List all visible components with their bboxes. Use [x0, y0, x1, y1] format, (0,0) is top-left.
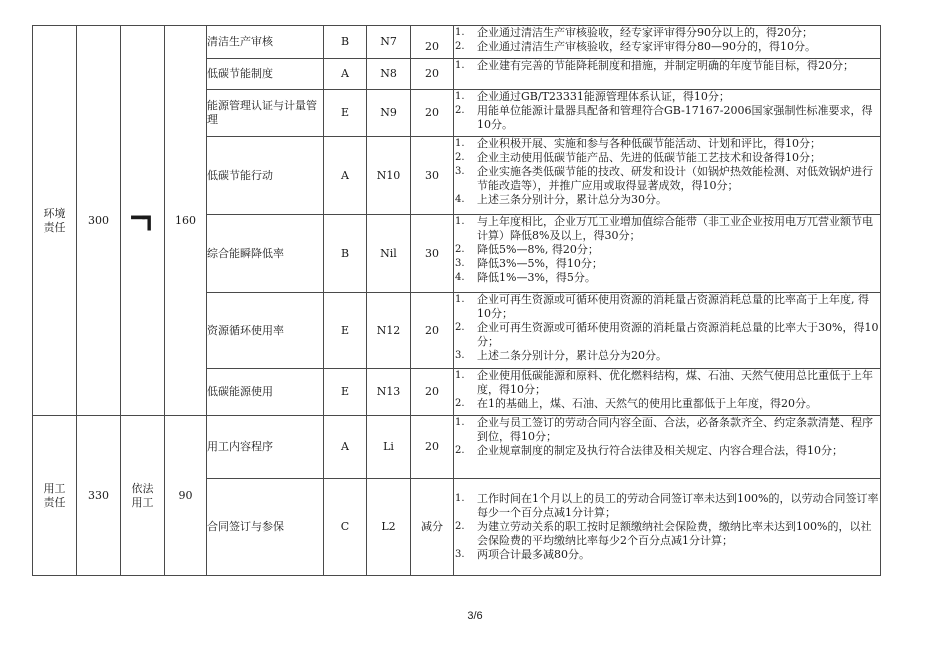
criteria-number: 3. [455, 549, 465, 560]
criteria-number: 2. [455, 398, 465, 409]
item-name-cell: 清洁生产审核 [207, 26, 324, 59]
criteria-number: 1. [455, 294, 465, 305]
criteria-text: 企业主动使用低碳节能产品、先进的低碳节能工艺技术和设备得10分； [477, 151, 821, 164]
item-name-cell: 资源循环使用率 [207, 293, 324, 369]
criteria-item [454, 416, 880, 444]
criteria-list [454, 293, 880, 363]
item-score-cell: 20 [411, 416, 454, 479]
criteria-text: 为建立劳动关系的职工按时足额缴纳社会保险费，缴纳比率未达到100%的，以社会保险费的平均缴纳比率每少2个百分点减1分计算； [477, 520, 872, 547]
criteria-item [454, 349, 880, 363]
criteria-item [454, 137, 880, 151]
criteria-cell [454, 137, 881, 215]
criteria-item [454, 40, 880, 54]
item-level-cell: C [324, 479, 367, 576]
item-code-cell: N10 [367, 137, 411, 215]
criteria-item [454, 26, 880, 40]
criteria-number: 1. [455, 417, 465, 428]
item-score: 20 [425, 40, 439, 53]
item-code-cell: N8 [367, 59, 411, 90]
criteria-item [454, 215, 880, 243]
criteria-item [454, 151, 880, 165]
criteria-cell [454, 479, 881, 576]
criteria-item [454, 193, 880, 207]
criteria-item [454, 104, 880, 132]
criteria-number: 2. [455, 445, 465, 456]
criteria-item [454, 369, 880, 397]
category-total-cell: 330 [77, 416, 121, 576]
item-level-cell: E [324, 293, 367, 369]
criteria-item [454, 492, 880, 520]
criteria-item [454, 90, 880, 104]
criteria-text: 两项合计最多减80分。 [477, 548, 590, 561]
item-score-cell: 20 [411, 90, 454, 137]
criteria-text: 与上年度相比，企业万兀工业增加值综合能带（非工业企业按用电万兀营业额节电计算）降低8%及以上，得30分； [477, 215, 873, 242]
criteria-number: 2. [455, 105, 465, 116]
criteria-list [454, 26, 880, 54]
criteria-item [454, 59, 880, 73]
criteria-text: 工作时间在1个月以上的员工的劳动合同签订率未达到100%的，以劳动合同签订率每少一个百分点减1分计算； [477, 492, 879, 519]
item-name-cell: 低碳节能制度 [207, 59, 324, 90]
item-score-cell: 20 [411, 293, 454, 369]
criteria-text: 企业可再生资源或可循环使用资源的消耗量占资源消耗总量的比率高于上年度, 得10分； [477, 293, 869, 320]
criteria-text: 企业实施各类低碳节能的技改、研发和设计（如锅炉热效能检测、对低效锅炉进行节能改造等），并推广应用或取得显著成效，得10分； [477, 165, 873, 192]
criteria-text: 企业通过清洁生产审核验收，经专家评审得分90分以上的，得20分； [477, 26, 813, 39]
criteria-list [454, 215, 880, 285]
item-level-cell: B [324, 26, 367, 59]
item-name-cell: 能源管理认证与计量管理 [207, 90, 324, 137]
item-score-cell: 20 [411, 59, 454, 90]
criteria-number: 3. [455, 258, 465, 269]
criteria-item [454, 321, 880, 349]
item-name-cell: 用工内容程序 [207, 416, 324, 479]
item-level-cell: A [324, 416, 367, 479]
criteria-cell [454, 26, 881, 59]
subcategory-mark: ━┓ [131, 206, 154, 231]
criteria-list [454, 416, 880, 458]
criteria-number: 2. [455, 521, 465, 532]
criteria-text: 企业可再生资源或可循环使用资源的消耗量占资源消耗总量的比率大于30%，得10分； [477, 321, 879, 348]
item-level-cell: B [324, 215, 367, 293]
criteria-text: 降低5%—8%, 得20分； [477, 243, 599, 256]
criteria-text: 企业使用低碳能源和原料、优化燃料结构，煤、石油、天然气使用总比重低于上年度，得10分； [477, 369, 873, 396]
criteria-cell [454, 59, 881, 90]
criteria-text: 上述三条分别计分，累计总分为30分。 [477, 193, 667, 206]
item-level-cell: A [324, 59, 367, 90]
criteria-item [454, 444, 880, 458]
criteria-number: 4. [455, 194, 465, 205]
criteria-list [454, 90, 880, 132]
category-cell: 环境 责任 [33, 26, 77, 416]
table-row [33, 416, 881, 479]
criteria-text: 上述二条分别计分，累计总分为20分。 [477, 349, 667, 362]
item-score-cell [411, 26, 454, 59]
category-total-cell: 300 [77, 26, 121, 416]
criteria-number: 2. [455, 152, 465, 163]
item-name-cell: 综合能瞬降低率 [207, 215, 324, 293]
criteria-list [454, 137, 880, 207]
item-code-cell: L2 [367, 479, 411, 576]
item-code-cell: N9 [367, 90, 411, 137]
criteria-item [454, 548, 880, 562]
item-name-cell: 低碳能源使用 [207, 369, 324, 416]
criteria-item [454, 520, 880, 548]
criteria-number: 1. [455, 216, 465, 227]
criteria-number: 1. [455, 27, 465, 38]
criteria-text: 用能单位能源计量器具配备和管理符合GB-17167-2006国家强制性标准要求，得10分。 [477, 104, 873, 131]
criteria-item [454, 165, 880, 193]
criteria-text: 企业积极开展、实施和参与各种低碳节能活动、计划和评比，得10分； [477, 137, 821, 150]
criteria-number: 2. [455, 322, 465, 333]
evaluation-table [32, 25, 881, 576]
table-row [33, 26, 881, 59]
criteria-text: 在1的基础上，煤、石油、天然气的使用比重都低于上年度，得20分。 [477, 397, 817, 410]
criteria-number: 2. [455, 41, 465, 52]
criteria-cell [454, 369, 881, 416]
page-number: 3/6 [467, 610, 483, 622]
criteria-number: 1. [455, 91, 465, 102]
item-code-cell: Nil [367, 215, 411, 293]
category-cell: 用工 责任 [33, 416, 77, 576]
criteria-number: 3. [455, 166, 465, 177]
criteria-cell [454, 416, 881, 479]
item-score-cell: 20 [411, 369, 454, 416]
criteria-list [454, 492, 880, 562]
criteria-item [454, 257, 880, 271]
criteria-text: 企业通过GB/T23331能源管理体系认证，得10分； [477, 90, 730, 103]
criteria-number: 4. [455, 272, 465, 283]
item-level-cell: E [324, 90, 367, 137]
criteria-list [454, 369, 880, 411]
subcategory-total-cell: 90 [165, 416, 207, 576]
criteria-number: 3. [455, 350, 465, 361]
criteria-text: 企业与员工签订的劳动合同内容全面、合法，必备条款齐全、约定条款清楚、程序到位，得10分； [477, 416, 873, 443]
criteria-cell [454, 293, 881, 369]
criteria-number: 1. [455, 493, 465, 504]
criteria-text: 降低1%—3%，得5分。 [477, 271, 596, 284]
item-level-cell: A [324, 137, 367, 215]
criteria-list [454, 59, 880, 73]
criteria-text: 企业规章制度的制定及执行符合法律及相关规定、内容合理合法，得10分； [477, 444, 843, 457]
subcategory-cell [121, 26, 165, 416]
criteria-text: 降低3%—5%，得10分； [477, 257, 603, 270]
item-code-cell: N13 [367, 369, 411, 416]
item-name-cell: 低碳节能行动 [207, 137, 324, 215]
criteria-item [454, 243, 880, 257]
criteria-number: 1. [455, 370, 465, 381]
subcategory-cell: 依法 用工 [121, 416, 165, 576]
criteria-item [454, 271, 880, 285]
criteria-item [454, 397, 880, 411]
criteria-cell [454, 215, 881, 293]
criteria-number: 1. [455, 138, 465, 149]
criteria-text: 企业通过清洁生产审核验收，经专家评审得分80—90分的，得10分。 [477, 40, 816, 53]
criteria-cell [454, 90, 881, 137]
item-level-cell: E [324, 369, 367, 416]
item-code-cell: N12 [367, 293, 411, 369]
item-score-cell: 30 [411, 137, 454, 215]
subcategory-total-cell: 160 [165, 26, 207, 416]
criteria-item [454, 293, 880, 321]
criteria-number: 2. [455, 244, 465, 255]
item-score-cell: 减分 [411, 479, 454, 576]
item-code-cell: Li [367, 416, 411, 479]
item-name-cell: 合同签订与参保 [207, 479, 324, 576]
item-score-cell: 30 [411, 215, 454, 293]
criteria-text: 企业建有完善的节能降耗制度和措施，并制定明确的年度节能目标，得20分； [477, 59, 854, 72]
criteria-number: 1. [455, 60, 465, 71]
item-code-cell: N7 [367, 26, 411, 59]
